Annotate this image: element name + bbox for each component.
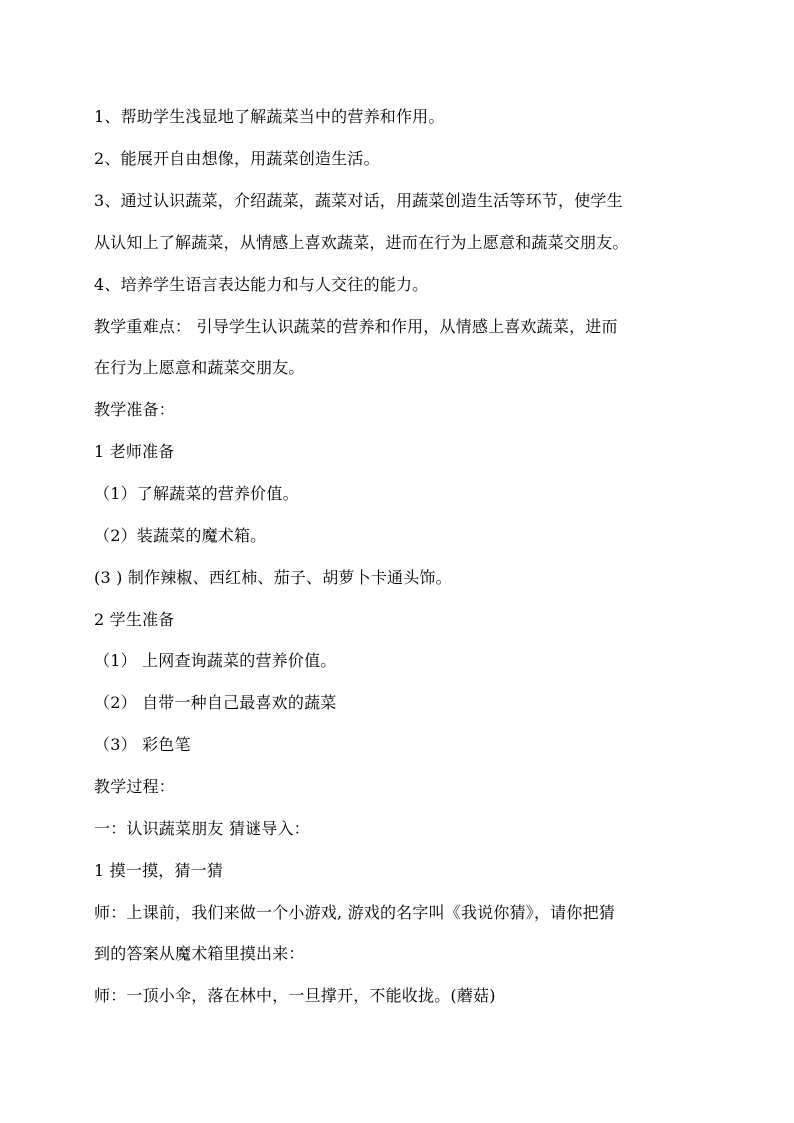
preparation-heading: 教学准备： [94,400,176,419]
section-one-heading: 一：认识蔬菜朋友 猜谜导入： [94,819,310,838]
teacher-prep-item-3: (3 ) 制作辣椒、西红柿、茄子、胡萝卜卡通头饰。 [94,568,452,587]
key-points-line-1: 教学重难点： 引导学生认识蔬菜的营养和作用，从情感上喜欢蔬菜，进而 [94,317,618,336]
objective-1: 1、帮助学生浅显地了解蔬菜当中的营养和作用。 [94,107,445,126]
objective-3-line-2: 从认知上了解蔬菜，从情感上喜欢蔬菜，进而在行为上愿意和蔬菜交朋友。 [94,233,629,252]
objective-2: 2、能展开自由想像，用蔬菜创造生活。 [94,149,380,168]
teacher-prep-heading: 1 老师准备 [94,442,175,461]
process-heading: 教学过程： [94,777,176,796]
student-prep-item-1: （1） 上网查询蔬菜的营养价值。 [94,651,337,670]
objective-3-line-1: 3、通过认识蔬菜，介绍蔬菜，蔬菜对话，用蔬菜创造生活等环节，使学生 [94,191,623,210]
objective-4: 4、培养学生语言表达能力和与人交往的能力。 [94,275,429,294]
student-prep-item-3: （3） 彩色笔 [94,735,191,754]
student-prep-item-2: （2） 自带一种自己最喜欢的蔬菜 [94,693,337,712]
teacher-dialogue-line-2: 到的答案从魔术箱里摸出来： [94,944,305,963]
teacher-dialogue-line-1: 师：上课前，我们来做一个小游戏, 游戏的名字叫《我说你猜》，请你把猜 [94,903,615,922]
key-points-line-2: 在行为上愿意和蔬菜交朋友。 [94,358,305,377]
riddle-line: 师：一顶小伞，落在林中，一旦撑开，不能收拢。(蘑菇) [94,986,496,1005]
activity-heading: 1 摸一摸，猜一猜 [94,861,224,880]
teacher-prep-item-1: （1）了解蔬菜的营养价值。 [94,484,299,503]
teacher-prep-item-2: （2）装蔬菜的魔术箱。 [94,526,267,545]
student-prep-heading: 2 学生准备 [94,610,175,629]
